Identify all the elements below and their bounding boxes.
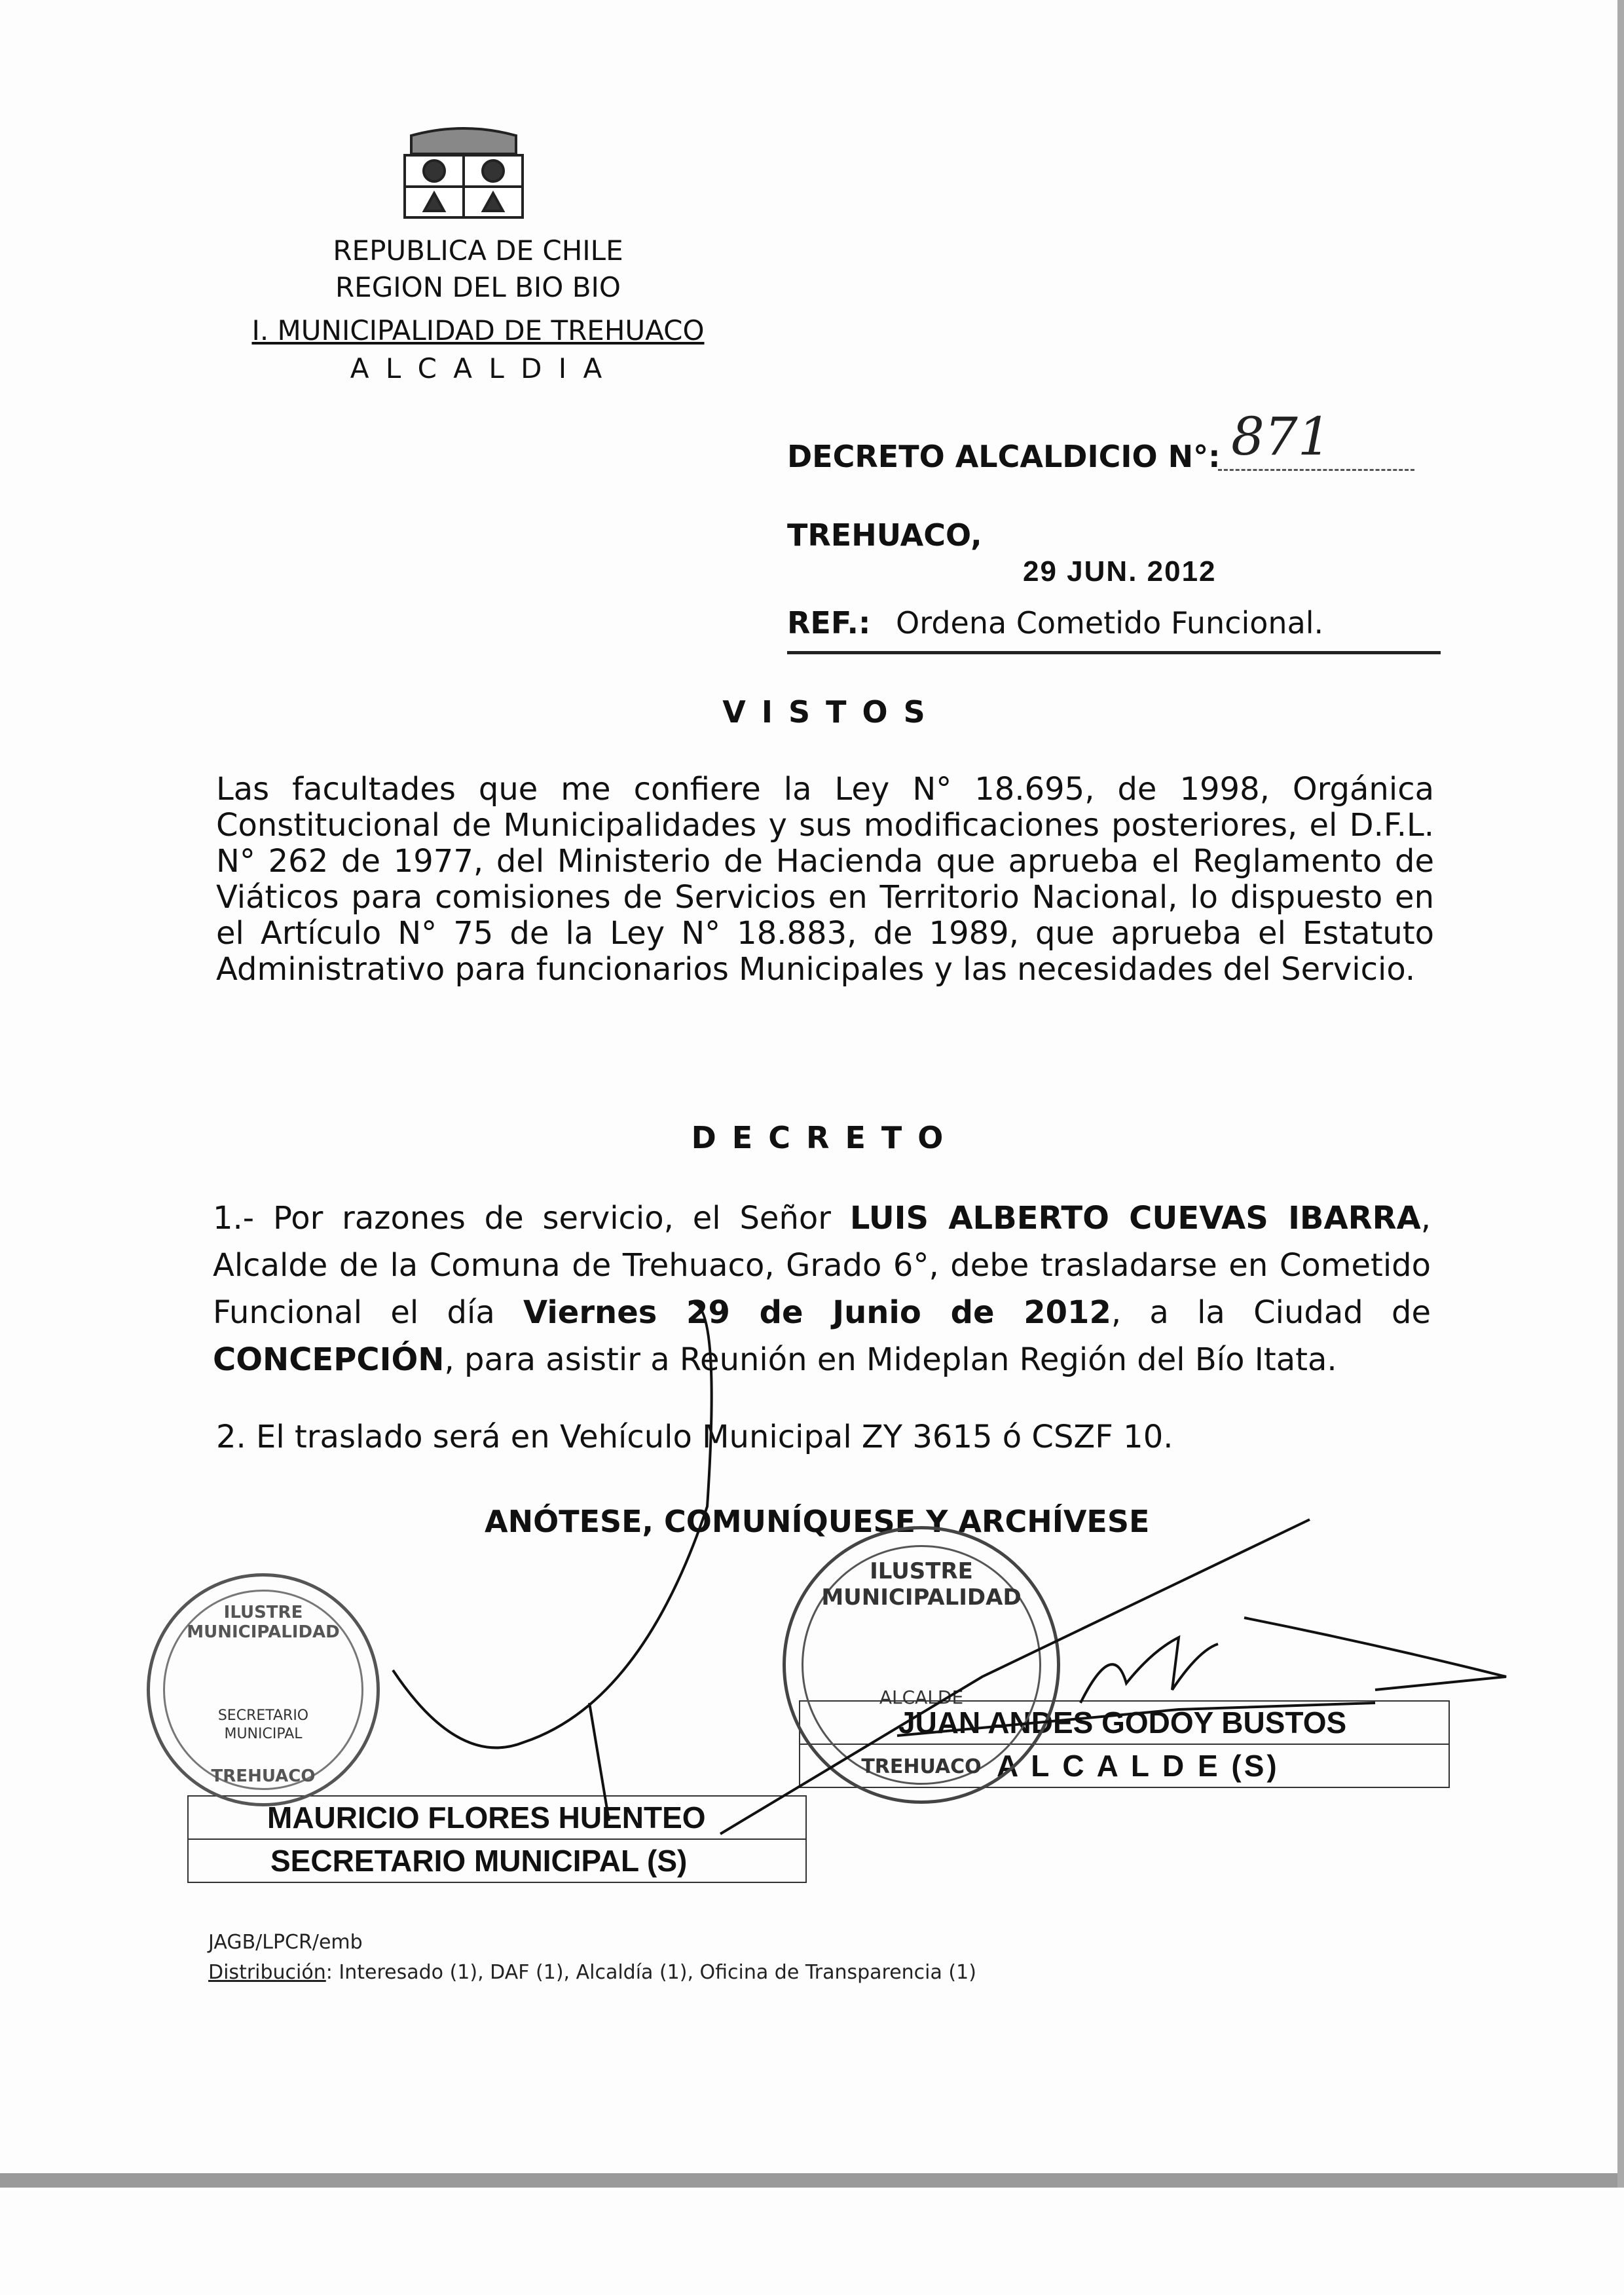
header-republic: REPUBLICA DE CHILE bbox=[333, 234, 623, 267]
distribution: Distribución: Interesado (1), DAF (1), Alcaldía (1), Oficina de Transparencia (1) bbox=[208, 1961, 976, 1984]
header-alcaldia: A L C A L D I A bbox=[350, 352, 606, 384]
date-stamp: 29 JUN. 2012 bbox=[1023, 555, 1217, 588]
decree-item-1: 1.- Por razones de servicio, el Señor LUIS ALBERTO CUEVAS IBARRA, Alcalde de la Comuna de Trehuaco, Grado 6°, debe trasladarse en Cometido Funcional el día Viernes 29 de Junio de 2012, a la Ciudad de CONCEPCIÓN, para asistir a Reunión en Mideplan Región del Bío Itata. bbox=[213, 1200, 1431, 1378]
official-name: LUIS ALBERTO CUEVAS IBARRA bbox=[849, 1200, 1421, 1237]
vistos-title: V I S T O S bbox=[722, 694, 928, 730]
decreto-title: D E C R E T O bbox=[691, 1120, 946, 1155]
initials: JAGB/LPCR/emb bbox=[208, 1931, 363, 1954]
destination-city: CONCEPCIÓN bbox=[213, 1341, 445, 1378]
mayor-title: A L C A L D E (S) bbox=[800, 1744, 1449, 1787]
scan-edge-right bbox=[1617, 0, 1624, 2188]
header-municipality: I. MUNICIPALIDAD DE TREHUACO bbox=[251, 314, 705, 346]
travel-date: Viernes 29 de Junio de 2012 bbox=[523, 1294, 1111, 1331]
secretary-title: SECRETARIO MUNICIPAL (S) bbox=[189, 1838, 805, 1882]
secretary-signature-box bbox=[187, 1795, 807, 1883]
mayor-name: JUAN ANDES GODOY BUSTOS bbox=[898, 1706, 1347, 1740]
vistos-text: Las facultades que me confiere la Ley N° 18.695, de 1998, Orgánica Constitucional de Municipalidades y sus modificaciones posteriores, el D.F.L. N° 262 de 1977, del Ministerio de Hacienda que aprueba el Reglamento de Viáticos para comisiones de Servicios en Territorio Nacional, lo dispuesto en el Artículo N° 75 de la Ley N° 18.883, de 1989, que aprueba el Estatuto Administrativo para funcionarios Municipales y las necesidades del Servicio. bbox=[216, 771, 1434, 988]
handwritten-decree-number: 871 bbox=[1231, 406, 1331, 467]
header-region: REGION DEL BIO BIO bbox=[335, 271, 621, 303]
mayor-stamp: ILUSTRE MUNICIPALIDAD ALCALDE TREHUACO bbox=[783, 1526, 1060, 1804]
ref-label: REF.: bbox=[787, 605, 871, 641]
ref-text: Ordena Cometido Funcional. bbox=[896, 605, 1324, 641]
closing-formula: ANÓTESE, COMUNÍQUESE Y ARCHÍVESE bbox=[485, 1504, 1150, 1539]
secretary-stamp: ILUSTRE MUNICIPALIDAD SECRETARIO MUNICIPAL TREHUACO bbox=[147, 1573, 380, 1806]
secretary-name: MAURICIO FLORES HUENTEO bbox=[267, 1801, 706, 1835]
decree-item-2: 2. El traslado será en Vehículo Municipal ZY 3615 ó CSZF 10. bbox=[216, 1419, 1173, 1455]
decree-number-label: DECRETO ALCALDICIO N°: bbox=[787, 439, 1221, 474]
reference bbox=[787, 605, 1323, 641]
scan-edge bbox=[0, 2173, 1624, 2188]
decree-place: TREHUACO, bbox=[787, 517, 982, 553]
